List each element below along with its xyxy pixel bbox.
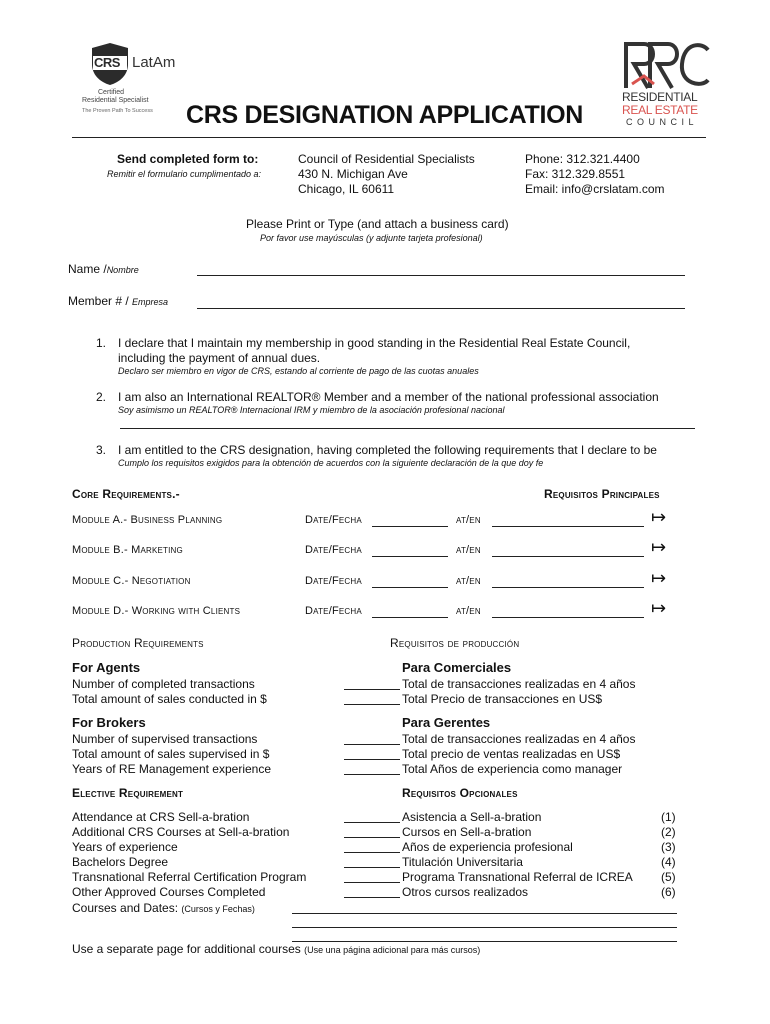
page-title: CRS DESIGNATION APPLICATION (186, 101, 584, 129)
date-label: Date/Fecha (305, 575, 362, 587)
location-input[interactable] (492, 556, 644, 557)
arrow-icon: ↦ (651, 598, 667, 618)
elective-item: Transnational Referral Certification Program (72, 870, 307, 884)
at-label: at/en (456, 544, 481, 556)
print-instruction-es: Por favor use mayúsculas (y adjunte tarjeta profesional) (260, 233, 483, 243)
member-label-en: Member # / (68, 294, 133, 308)
elective-item-es: Otros cursos realizados (402, 885, 529, 899)
arrow-icon: ↦ (651, 568, 667, 588)
elective-num: (4) (661, 855, 676, 869)
agents-item: Number of completed transactions (72, 677, 255, 691)
send-label-es: Remitir el formulario cumplimentado a: (107, 169, 262, 179)
brokers-item-es: Total de transacciones realizadas en 4 años (402, 732, 636, 746)
footer-note-es: (Use una página adicional para más cursos) (304, 945, 481, 955)
brokers-input[interactable] (344, 759, 400, 760)
crs-latam-text: LatAm (132, 54, 176, 71)
brokers-item: Total amount of sales supervised in $ (72, 747, 270, 761)
location-input[interactable] (492, 526, 644, 527)
decl2-line1: I am also an International REALTOR® Member and a member of the national professional association (118, 390, 659, 404)
rrc-line1: RESIDENTIAL (622, 90, 698, 104)
elective-item: Years of experience (72, 840, 178, 854)
agents-item-es: Total Precio de transacciones en US$ (402, 692, 603, 706)
crs-mark: CRS (94, 55, 120, 70)
address-line2: 430 N. Michigan Ave (298, 167, 408, 181)
brokers-item-es: Total precio de ventas realizadas en US$ (402, 747, 621, 761)
decl1-line1: I declare that I maintain my membership in good standing in the Residential Real Estate Council, (118, 336, 631, 350)
email-text: Email: info@crslatam.com (525, 182, 665, 196)
elective-input[interactable] (344, 882, 400, 883)
elective-item: Bachelors Degree (72, 855, 169, 869)
name-label-es: Nombre (106, 265, 139, 275)
at-label: at/en (456, 575, 481, 587)
elective-title-es: Requisitos Opcionales (402, 786, 518, 800)
date-label: Date/Fecha (305, 605, 362, 617)
rrc-logo (620, 40, 715, 132)
date-label: Date/Fecha (305, 514, 362, 526)
decl3-es: Cumplo los requisitos exigidos para la obtención de acuerdos con la siguiente declaración de la que doy fe (118, 458, 544, 468)
brokers-input[interactable] (344, 744, 400, 745)
core-title-es: Requisitos Principales (544, 487, 660, 501)
decl1-line2: including the payment of annual dues. (118, 351, 321, 365)
decl2-num: 2. (96, 390, 107, 404)
brokers-item: Years of RE Management experience (72, 762, 272, 776)
date-label: Date/Fecha (305, 544, 362, 556)
phone-text: Phone: 312.321.4400 (525, 152, 640, 166)
elective-num: (6) (661, 885, 676, 899)
crs-sub2: Residential Specialist (82, 97, 149, 104)
association-input[interactable] (120, 428, 695, 429)
core-title: Core Requirements.- (72, 487, 180, 501)
footer-note-en: Use a separate page for additional courses (72, 942, 305, 956)
brokers-heading-es: Para Gerentes (402, 715, 491, 730)
elective-num: (3) (661, 840, 676, 854)
crs-sub1: Certified (98, 89, 125, 96)
elective-input[interactable] (344, 852, 400, 853)
brokers-heading: For Brokers (72, 715, 146, 730)
address-line1: Council of Residential Specialists (298, 152, 475, 166)
date-input[interactable] (372, 587, 448, 588)
brokers-input[interactable] (344, 774, 400, 775)
elective-num: (1) (661, 810, 676, 824)
location-input[interactable] (492, 617, 644, 618)
at-label: at/en (456, 514, 481, 526)
elective-num: (2) (661, 825, 676, 839)
elective-item: Attendance at CRS Sell-a-bration (72, 810, 250, 824)
date-input[interactable] (372, 617, 448, 618)
decl3-line1: I am entitled to the CRS designation, having completed the following requirements that I declare to be (118, 443, 657, 457)
rrc-line3: COUNCIL (626, 117, 699, 127)
member-label (68, 294, 168, 308)
agents-item: Total amount of sales conducted in $ (72, 692, 267, 706)
brokers-item: Number of supervised transactions (72, 732, 258, 746)
production-title-es: Requisitos de producción (390, 636, 520, 650)
location-input[interactable] (492, 587, 644, 588)
arrow-icon: ↦ (651, 507, 667, 527)
decl1-num: 1. (96, 336, 107, 350)
decl3-num: 3. (96, 443, 107, 457)
elective-item: Other Approved Courses Completed (72, 885, 266, 899)
date-input[interactable] (372, 556, 448, 557)
elective-item-es: Años de experiencia profesional (402, 840, 573, 854)
courses-label (72, 901, 255, 915)
crs-latam-logo (80, 40, 190, 120)
elective-item-es: Cursos en Sell-a-bration (402, 825, 532, 839)
elective-input[interactable] (344, 867, 400, 868)
member-input[interactable] (197, 308, 685, 309)
module-label: Module C.- Negotiation (72, 575, 191, 587)
brokers-item-es: Total Años de experiencia como manager (402, 762, 623, 776)
date-input[interactable] (372, 526, 448, 527)
decl1-es: Declaro ser miembro en vigor de CRS, estando al corriente de pago de las cuotas anuales (118, 366, 479, 376)
title-rule (72, 137, 706, 138)
rrc-monogram-icon (622, 40, 712, 90)
rrc-line2: REAL ESTATE (622, 103, 698, 117)
decl2-es: Soy asimismo un REALTOR® Internacional IRM y miembro de la asociación profesional nacional (118, 405, 505, 415)
elective-item-es: Programa Transnational Referral de ICREA (402, 870, 633, 884)
agents-input[interactable] (344, 689, 400, 690)
elective-input[interactable] (344, 897, 400, 898)
agents-heading-es: Para Comerciales (402, 660, 512, 675)
courses-label-en: Courses and Dates: (72, 901, 182, 915)
member-label-es: Empresa (132, 297, 169, 307)
courses-input-2[interactable] (292, 927, 677, 928)
address-line3: Chicago, IL 60611 (298, 182, 395, 196)
elective-item-es: Asistencia a Sell-a-bration (402, 810, 542, 824)
module-label: Module B.- Marketing (72, 544, 183, 556)
agents-input[interactable] (344, 704, 400, 705)
courses-input-1[interactable] (292, 913, 677, 914)
at-label: at/en (456, 605, 481, 617)
courses-label-es: (Cursos y Fechas) (181, 904, 255, 914)
elective-item-es: Titulación Universitaria (402, 855, 523, 869)
name-input[interactable] (197, 275, 685, 276)
print-instruction: Please Print or Type (and attach a business card) (246, 217, 509, 231)
footer-note (72, 942, 480, 956)
arrow-icon: ↦ (651, 537, 667, 557)
elective-item: Additional CRS Courses at Sell-a-bration (72, 825, 290, 839)
crs-tagline: The Proven Path To Success (82, 108, 153, 114)
agents-heading: For Agents (72, 660, 141, 675)
name-label-en: Name / (68, 262, 107, 276)
name-label (68, 262, 139, 276)
production-title: Production Requirements (72, 636, 204, 650)
elective-num: (5) (661, 870, 676, 884)
elective-input[interactable] (344, 837, 400, 838)
module-label: Module D.- Working with Clients (72, 605, 241, 617)
send-label: Send completed form to: (117, 152, 259, 166)
agents-item-es: Total de transacciones realizadas en 4 años (402, 677, 636, 691)
elective-input[interactable] (344, 822, 400, 823)
elective-title: Elective Requirement (72, 786, 184, 800)
module-label: Module A.- Business Planning (72, 514, 223, 526)
fax-text: Fax: 312.329.8551 (525, 167, 626, 181)
